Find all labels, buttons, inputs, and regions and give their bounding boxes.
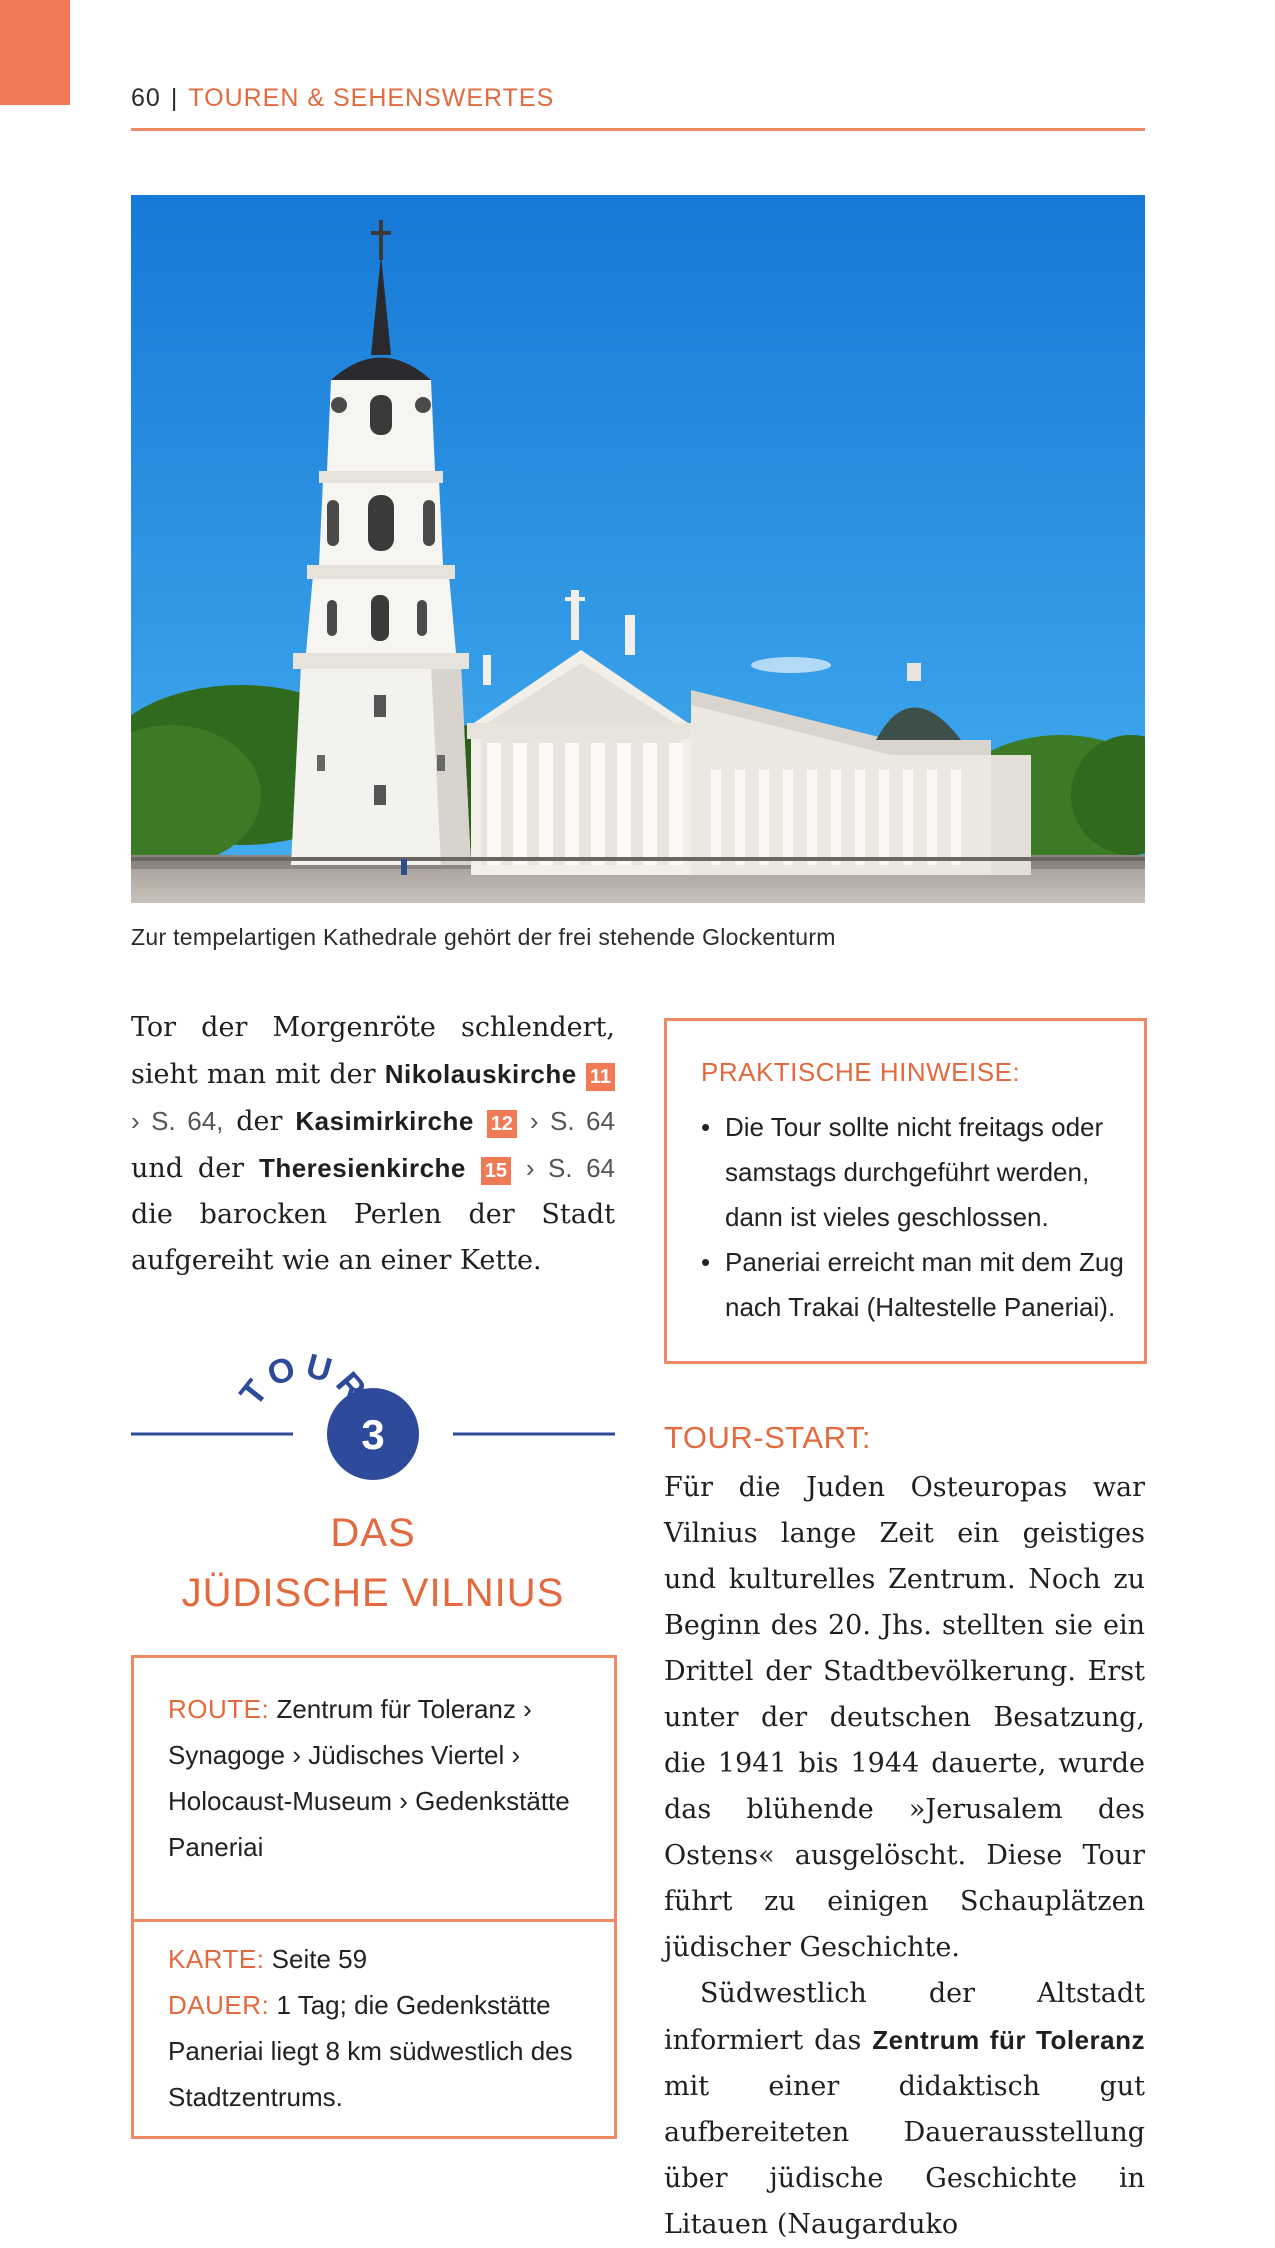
photo-caption: Zur tempelartigen Kathedrale gehört der frei stehende Glockenturm: [131, 924, 836, 950]
map-marker-badge: 15: [481, 1157, 511, 1185]
place-zentrum-fuer-toleranz[interactable]: Zentrum für Toleranz: [872, 2025, 1145, 2055]
tour-emblem: [131, 1335, 615, 1495]
intro-lead: Tor der Morgenröte schlendert, sieht man mit der: [131, 1012, 615, 1090]
map-marker-badge: 11: [586, 1063, 615, 1091]
route-section: [134, 1658, 614, 1922]
text-segment: die barocken Perlen der Stadt aufgereiht wie an einer Kette.: [131, 1199, 615, 1276]
map-line: [168, 1936, 580, 1982]
tour-start-paragraph: Für die Juden Osteuropas war Vilnius lange Zeit ein geistiges und kulturelles Zentrum. Noch zu Beginn des 20. Jhs. stellten sie ein Drittel der Stadtbevölkerung. Erst unter der deutschen Besatzung, die 1941 bis 1944 dauerte, wurde das blühende »Jerusalem des Ostens« ausgelöscht. Diese Tour führt zu einigen Schauplätzen jüdischer Geschichte.: [664, 1472, 1145, 1963]
tour-number: 3: [361, 1411, 385, 1458]
duration-line: [168, 1982, 580, 2120]
practical-hints-box: [664, 1018, 1147, 1364]
hint-item: • Die Tour sollte nicht freitags oder samstags durchgeführt werden, dann ist vieles geschlossen.: [701, 1105, 1131, 1240]
karte-text[interactable]: Seite 59: [271, 1944, 368, 1974]
page-corner-tab: [0, 0, 70, 105]
hint-item: • Paneriai erreicht man mit dem Zug nach Trakai (Haltestelle Paneriai).: [701, 1240, 1131, 1330]
left-column: [131, 1005, 615, 1284]
map-marker-badge: 12: [487, 1110, 517, 1138]
text-segment: Südwestlich der Altstadt informiert das: [664, 1978, 1145, 2056]
page-reference[interactable]: › S. 64: [525, 1153, 615, 1183]
right-column: [664, 1465, 1145, 2248]
dauer-label: DAUER:: [168, 1990, 270, 2020]
header-separator: |: [170, 84, 179, 112]
page-reference[interactable]: › S. 64,: [131, 1106, 224, 1136]
route-label: ROUTE:: [168, 1694, 270, 1724]
text-segment: der: [223, 1106, 296, 1137]
tour-badge-icon: [131, 1335, 615, 1495]
tour-title-line1: DAS: [330, 1511, 416, 1555]
page-reference[interactable]: › S. 64: [529, 1106, 615, 1136]
route-text: Zentrum für Toleranz › Synagoge › Jüdisches Viertel › Holocaust-Museum › Gedenkstätte Paneriai: [168, 1694, 570, 1862]
place-kasimirkirche[interactable]: Kasimirkirche: [295, 1106, 474, 1136]
text-segment: mit einer didaktisch gut aufbereiteten Dauerausstellung über jüdische Geschichte in Litauen (Naugarduko: [664, 2071, 1145, 2240]
place-nikolauskirche[interactable]: Nikolauskirche: [384, 1059, 577, 1089]
running-header: [131, 80, 1145, 131]
tour-title: [131, 1503, 615, 1623]
tour-title-line2: JÜDISCHE VILNIUS: [181, 1571, 565, 1615]
dauer-text: 1 Tag; die Gedenkstätte Paneriai liegt 8 km südwestlich des Stadtzentrums.: [168, 1990, 573, 2112]
tour-word: [233, 1347, 377, 1413]
hints-list: [701, 1105, 1131, 1330]
cathedral-illustration: [131, 195, 1145, 903]
section-title: TOUREN & SEHENSWERTES: [188, 84, 555, 112]
route-info-box: [131, 1655, 617, 2139]
karte-label: KARTE:: [168, 1944, 265, 1974]
page-number: 60: [131, 84, 161, 112]
intro-paragraph: [131, 1005, 615, 1284]
cathedral-photo: [131, 195, 1145, 903]
tour-start-heading: TOUR-START:: [664, 1420, 872, 1455]
place-theresienkirche[interactable]: Theresienkirche: [258, 1153, 466, 1183]
toleranz-paragraph: [664, 1971, 1145, 2248]
hints-heading: PRAKTISCHE HINWEISE:: [701, 1057, 1021, 1087]
tour-word-path: TOUR: [232, 1346, 378, 1413]
map-duration-section: [134, 1922, 614, 2120]
text-segment: und der: [131, 1153, 259, 1184]
